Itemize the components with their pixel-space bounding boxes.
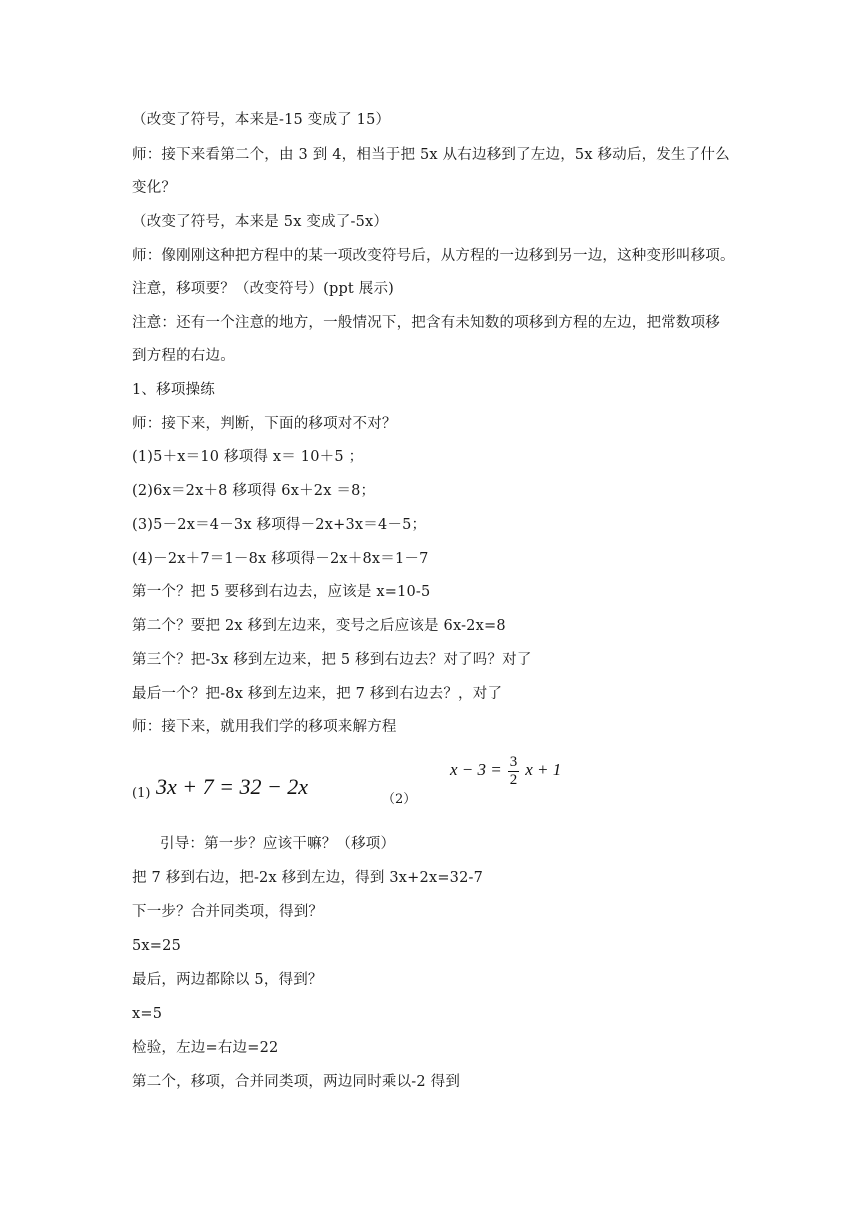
text-line: 第二个？要把 2x 移到左边来，变号之后应该是 6x-2x=8 (132, 618, 506, 634)
text-line: x=5 (132, 1006, 163, 1022)
equation-2 (450, 754, 561, 789)
equation-2-fraction (508, 754, 520, 789)
fraction-denominator: 2 (509, 772, 518, 788)
exercise-item: (1)5＋x＝10 移项得 x＝ 10＋5 ； (132, 449, 364, 465)
equation-2-label: （2） (382, 792, 417, 807)
text-line: 到方程的右边。 (132, 348, 235, 364)
text-line: 最后一个？把-8x 移到左边来，把 7 移到右边去？，对了 (132, 686, 503, 702)
equation-2-left: x − 3 = (450, 760, 502, 780)
text-line: 第三个？把-3x 移到左边来，把 5 移到右边去？对了吗？对了 (132, 652, 532, 668)
text-line: 注意：还有一个注意的地方，一般情况下，把含有未知数的项移到方程的左边，把常数项移 (132, 315, 720, 331)
text-line: 第二个，移项，合并同类项，两边同时乘以-2 得到 (132, 1074, 461, 1090)
text-line: 变化？ (132, 180, 177, 196)
text-line: 检验，左边=右边=22 (132, 1040, 279, 1056)
equation-1 (156, 774, 308, 800)
exercise-item: (4)－2x＋7＝1－8x 移项得－2x＋8x＝1－7 (132, 551, 429, 567)
equation-1-expression: 3x + 7 = 32 − 2x (156, 774, 309, 799)
text-line: 5x=25 (132, 938, 182, 954)
text-line: 引导：第一步？应该干嘛？（移项） (160, 836, 396, 852)
text-line: 最后，两边都除以 5，得到？ (132, 972, 323, 988)
text-line: 师：接下来，判断，下面的移项对不对？ (132, 416, 397, 432)
text-line: 师：接下来，就用我们学的移项来解方程 (132, 719, 397, 735)
text-line: （改变了符号，本来是-15 变成了 15） (132, 112, 391, 128)
text-line: 注意，移项要？（改变符号）(ppt 展示) (132, 281, 395, 297)
equation-1-label: (1) (132, 786, 151, 801)
text-line: 下一步？合并同类项，得到？ (132, 904, 324, 920)
section-heading: 1、移项操练 (132, 382, 215, 398)
text-line: 把 7 移到右边，把-2x 移到左边，得到 3x+2x=32-7 (132, 870, 484, 886)
text-line: 师：像刚刚这种把方程中的某一项改变符号后，从方程的一边移到另一边，这种变形叫移项。 (132, 248, 735, 264)
text-line: 师：接下来看第二个，由 3 到 4，相当于把 5x 从右边移到了左边，5x 移动后，发生了什么 (132, 147, 730, 163)
text-line: 第一个？把 5 要移到右边去，应该是 x=10-5 (132, 584, 431, 600)
exercise-item: (3)5－2x＝4－3x 移项得－2x+3x＝4－5； (132, 517, 427, 533)
text-line: （改变了符号，本来是 5x 变成了-5x） (132, 214, 389, 230)
equation-2-right: x + 1 (525, 760, 562, 780)
exercise-item: (2)6x＝2x＋8 移项得 6x＋2x ＝8； (132, 483, 376, 499)
fraction-numerator: 3 (509, 754, 518, 770)
